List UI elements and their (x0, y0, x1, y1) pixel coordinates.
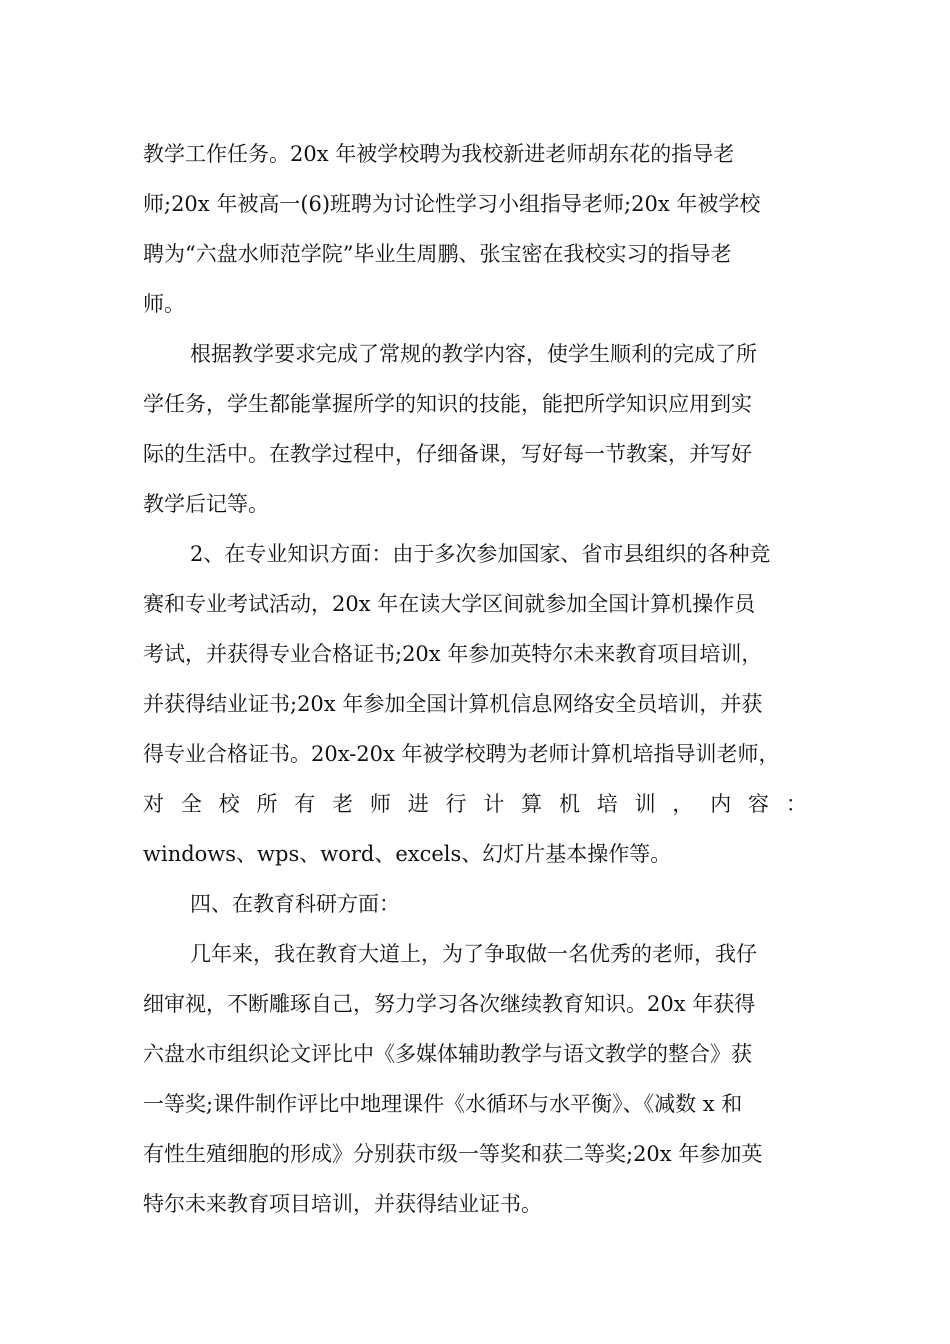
char: 算 (521, 792, 543, 816)
char: 老 (332, 792, 354, 816)
paragraph-line: 教学工作任务。20x 年被学校聘为我校新进老师胡东花的指导老 (143, 142, 735, 166)
char: 全 (180, 792, 202, 816)
paragraph-line: 考试，并获得专业合格证书;20x 年参加英特尔未来教育项目培训， (143, 642, 763, 666)
char: 所 (256, 792, 278, 816)
paragraph-line: 师。 (143, 292, 185, 316)
paragraph-line: 聘为“六盘水师范学院”毕业生周鹏、张宝密在我校实习的指导老 (143, 242, 732, 266)
paragraph-line: windows、wps、word、excels、幻灯片基本操作等。 (143, 842, 672, 866)
char: 行 (445, 792, 467, 816)
paragraph-line: 2、在专业知识方面：由于多次参加国家、省市县组织的各种竞 (190, 542, 771, 566)
char: 计 (483, 792, 505, 816)
justified-line (143, 790, 807, 818)
char: 对 (143, 792, 164, 816)
char: 培 (596, 792, 618, 816)
paragraph-line: 学任务，学生都能掌握所学的知识的技能，能把所学知识应用到实 (143, 392, 752, 416)
char: ， (672, 792, 694, 816)
char: 训 (634, 792, 656, 816)
char: 机 (558, 792, 580, 816)
section-heading: 四、在教育科研方面： (190, 892, 400, 916)
char: 校 (218, 792, 240, 816)
paragraph-line: 六盘水市组织论文评比中《多媒体辅助教学与语文教学的整合》获 (143, 1042, 752, 1066)
char: 进 (407, 792, 429, 816)
paragraph-line: 一等奖;课件制作评比中地理课件《水循环与水平衡》、《减数 x 和 (143, 1092, 743, 1116)
char: ： (785, 792, 807, 816)
char: 有 (294, 792, 316, 816)
char: 师 (369, 792, 391, 816)
char: 容 (748, 792, 769, 816)
paragraph-line: 师;20x 年被高一(6)班聘为讨论性学习小组指导老师;20x 年被学校 (143, 192, 761, 216)
paragraph-line: 根据教学要求完成了常规的教学内容，使学生顺利的完成了所 (190, 342, 757, 366)
paragraph-line: 教学后记等。 (143, 492, 269, 516)
paragraph-line: 际的生活中。在教学过程中，仔细备课，写好每一节教案，并写好 (143, 442, 752, 466)
paragraph-line: 有性生殖细胞的形成》分别获市级一等奖和获二等奖;20x 年参加英 (143, 1142, 763, 1166)
paragraph-line: 特尔未来教育项目培训，并获得结业证书。 (143, 1192, 542, 1216)
paragraph-line: 细审视，不断雕琢自己，努力学习各次继续教育知识。20x 年获得 (143, 992, 756, 1016)
paragraph-line: 得专业合格证书。20x-20x 年被学校聘为老师计算机培指导训老师， (143, 742, 780, 766)
paragraph-line: 赛和专业考试活动，20x 年在读大学区间就参加全国计算机操作员 (143, 592, 756, 616)
char: 内 (710, 792, 732, 816)
paragraph-line: 几年来，我在教育大道上，为了争取做一名优秀的老师，我仔 (190, 942, 757, 966)
paragraph-line: 并获得结业证书;20x 年参加全国计算机信息网络安全员培训，并获 (143, 692, 763, 716)
